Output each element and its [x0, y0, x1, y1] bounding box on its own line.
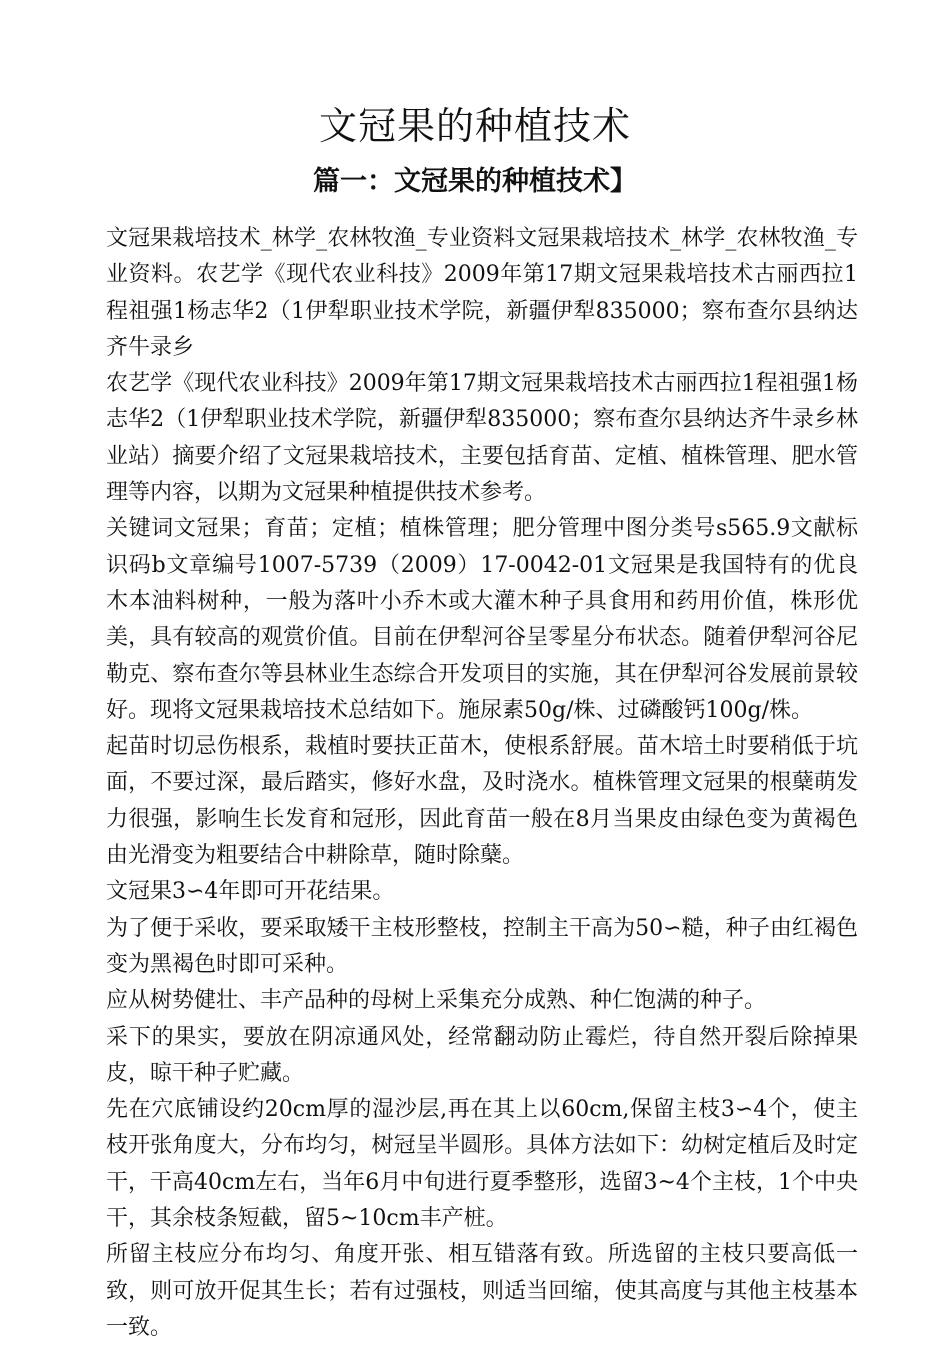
paragraph-seed-selection: 应从树势健壮、丰产品种的母树上采集充分成熟、种仁饱满的种子。 — [106, 988, 767, 1014]
paragraph-main-branches: 所留主枝应分布均匀、角度开张、相互错落有致。所选留的主枝只要高低一致，则可放开促其生长；若有过强枝，则适当回缩，使其高度与其他主枝基本一致。 — [106, 1242, 858, 1340]
paragraph-planting: 起苗时切忌伤根系，栽植时要扶正苗木，使根系舒展。苗木培土时要稍低于坑面，不要过深，最后踏实，修好水盘，及时浇水。植株管理文冠果的根蘖萌发力很强，影响生长发育和冠形，因此育苗一般在8月当果皮由绿色变为黄褐色由光滑变为粗要结合中耕除草，随时除蘖。 — [106, 734, 858, 869]
paragraph-keywords: 关键词文冠果；育苗；定植；植株管理；肥分管理中图分类号s565.9文献标识码b文章编号1007-5739（2009）17-0042-01文冠果是我国特有的优良木本油料树种，一般为落叶小乔木或大灌木种子具食用和药用价值，株形优美，具有较高的观赏价值。目前在伊犁河谷呈零星分布状态。随着伊犁河谷尼勒克、察布查尔等县林业生态综合开发项目的实施，其在伊犁河谷发展前景较好。现将文冠果栽培技术总结如下。施尿素50g/株、过磷酸钙100g/株。 — [106, 516, 858, 723]
paragraph-abstract: 农艺学《现代农业科技》2009年第17期文冠果栽培技术古丽西拉1程祖强1杨志华2（1伊犁职业技术学院，新疆伊犁835000；察布查尔县纳达齐牛录乡林业站）摘要介绍了文冠果栽培技术，主要包括育苗、定植、植株管理、肥水管理等内容，以期为文冠果种植提供技术参考。 — [106, 371, 858, 506]
document-body — [106, 221, 858, 1346]
paragraph-pruning: 为了便于采收，要采取矮干主枝形整枝，控制主干高为50∽糙，种子由红褐色变为黑褐色时即可采种。 — [106, 915, 858, 977]
paragraph-intro: 文冠果栽培技术_林学_农林牧渔_专业资料文冠果栽培技术_林学_农林牧渔_专业资料。农艺学《现代农业科技》2009年第17期文冠果栽培技术古丽西拉1程祖强1杨志华2（1伊犁职业技术学院，新疆伊犁835000；察布查尔县纳达齐牛录乡 — [106, 226, 858, 360]
paragraph-seed-storage: 采下的果实，要放在阴凉通风处，经常翻动防止霉烂，待自然开裂后除掉果皮，晾干种子贮藏。 — [106, 1024, 858, 1086]
document-title: 文冠果的种植技术 — [318, 104, 631, 148]
paragraph-fruiting: 文冠果3∽4年即可开花结果。 — [106, 879, 395, 905]
document-subtitle: 篇一：文冠果的种植技术】 — [313, 166, 637, 197]
paragraph-shaping: 先在穴底铺设约20cm厚的湿沙层,再在其上以60cm,保留主枝3∽4个，使主枝开张角度大，分布均匀，树冠呈半圆形。具体方法如下：幼树定植后及时定干，干高40cm左右，当年6月中旬进行夏季整形，选留3~4个主枝，1个中央干，其余枝条短截，留5~10cm丰产桩。 — [106, 1097, 858, 1232]
